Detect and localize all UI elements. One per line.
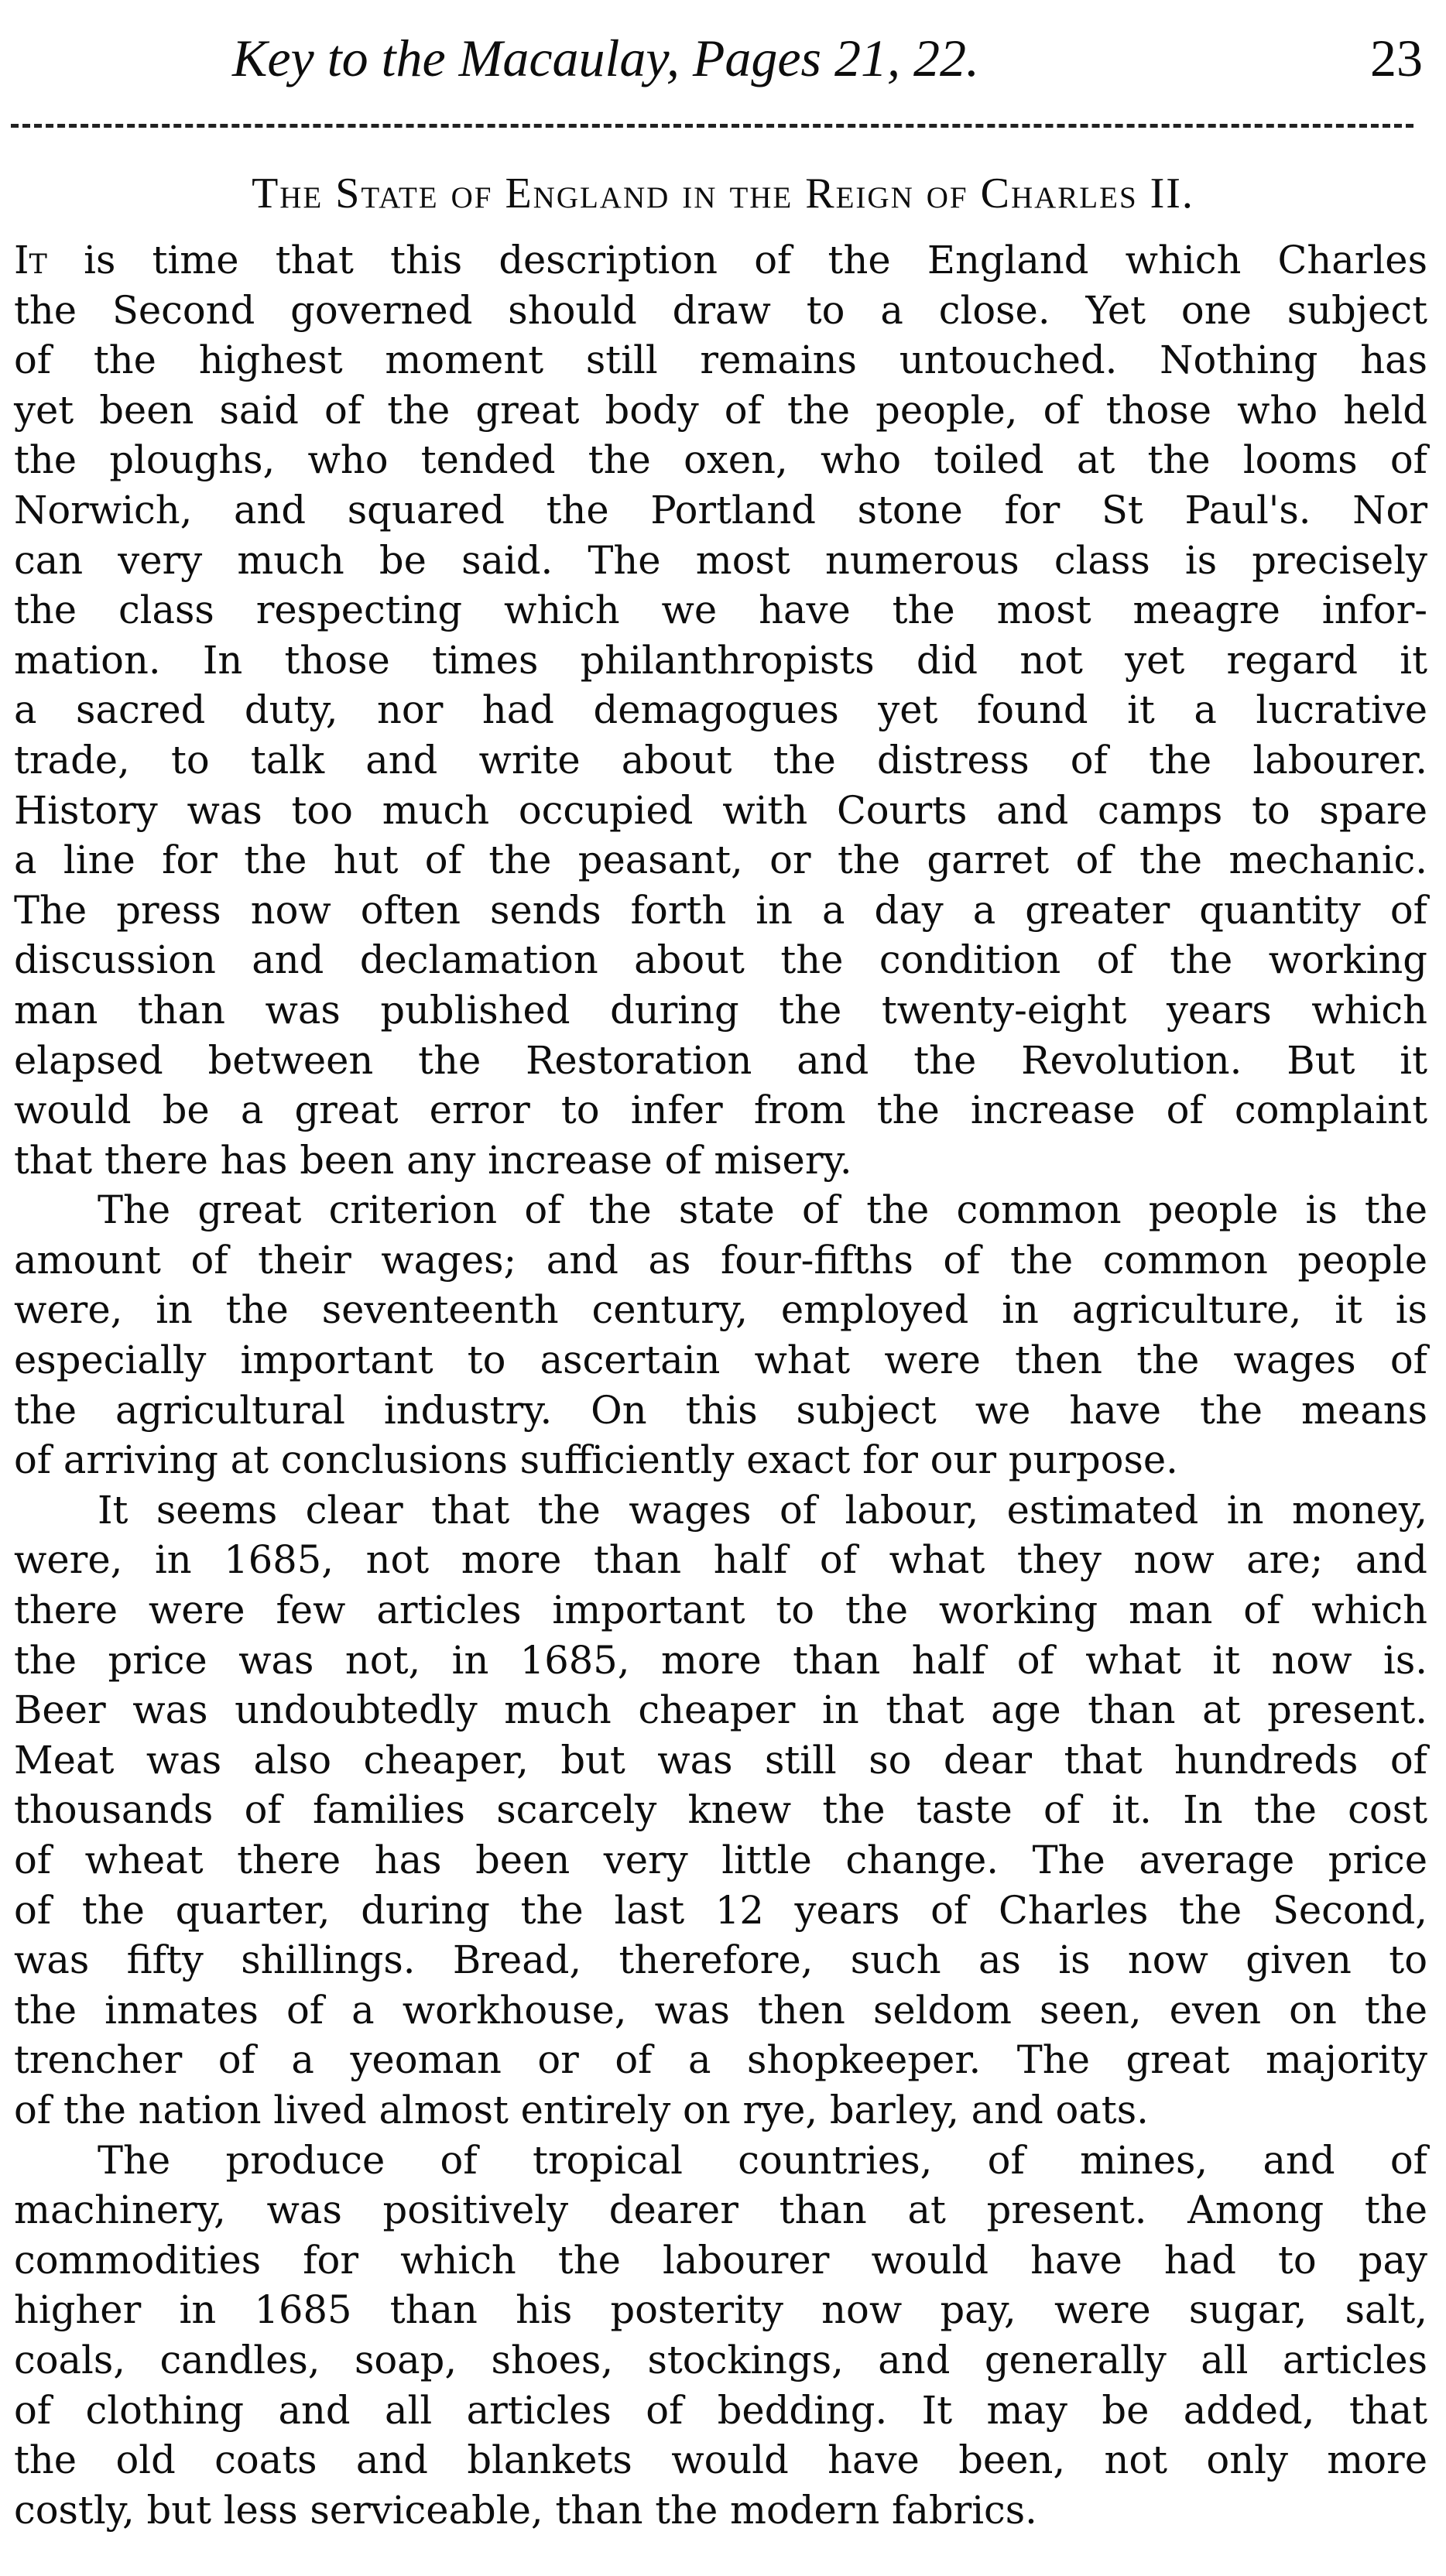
text-line: The great criterion of the state of the common people is the [98, 1187, 1427, 1233]
text-line: would be a great error to infer from the increase of complaint [14, 1088, 1427, 1133]
text-line: the agricultural industry. On this subject we have the means [14, 1387, 1427, 1433]
text-line: of wheat there has been very little change. The average price [14, 1838, 1427, 1882]
text-line: The press now often sends forth in a day a greater quantity of [14, 887, 1427, 933]
text-line: especially important to ascertain what were then the wages of [14, 1338, 1427, 1383]
text-line: yet been said of the great body of the people, of those who held [14, 387, 1427, 433]
text-line: trade, to talk and write about the distress of the labourer. [14, 737, 1427, 783]
paragraph [14, 235, 1427, 1185]
text-line: of the quarter, during the last 12 years of Charles the Second, [14, 1887, 1427, 1933]
text-line: of clothing and all articles of bedding. It may be added, that [14, 2387, 1427, 2433]
text-line: costly, but less serviceable, than the modern fabrics. [14, 2487, 1037, 2533]
text-line: Beer was undoubtedly much cheaper in that age than at present. [14, 1687, 1427, 1733]
page-number: 23 [1370, 29, 1423, 87]
paragraph [14, 2136, 1427, 2536]
text-line: coals, candles, soap, shoes, stockings, and generally all articles [14, 2337, 1427, 2382]
text-line: The produce of tropical countries, of mines, and of [98, 2137, 1427, 2183]
text-line: the old coats and blankets would have been, not only more [14, 2437, 1427, 2483]
text-line: amount of their wages; and as four-fifths of the common people [14, 1237, 1427, 1283]
text-line: History was too much occupied with Courts and camps to spare [14, 787, 1427, 833]
text-line: of the highest moment still remains untouched. Nothing has [14, 337, 1427, 383]
text-line: mation. In those times philanthropists did not yet regard it [14, 637, 1427, 683]
text-line: that there has been any increase of misery. [14, 1137, 852, 1183]
text-line: man than was published during the twenty-eight years which [14, 987, 1427, 1033]
text-line: were, in 1685, not more than half of what they now are; and [14, 1537, 1427, 1583]
text-line: thousands of families scarcely knew the taste of it. In the cost [14, 1787, 1427, 1833]
text-line: commodities for which the labourer would have had to pay [14, 2237, 1427, 2283]
text-line: discussion and declamation about the condition of the working [14, 937, 1427, 983]
text-line: of the nation lived almost entirely on rye, barley, and oats. [14, 2087, 1149, 2132]
text-line: machinery, was positively dearer than at present. Among the [14, 2187, 1427, 2233]
text-line: were, in the seventeenth century, employed in agriculture, it is [14, 1287, 1427, 1333]
text-line: the price was not, in 1685, more than half of what it now is. [14, 1637, 1427, 1683]
text-line: the Second governed should draw to a close. Yet one subject [14, 287, 1427, 333]
text-line: the inmates of a workhouse, was then seldom seen, even on the [14, 1987, 1427, 2033]
text-line: trencher of a yeoman or of a shopkeeper. The great majority [14, 2037, 1427, 2083]
text-line: a sacred duty, nor had demagogues yet found it a lucrative [14, 687, 1427, 733]
text-line: elapsed between the Restoration and the Revolution. But it [14, 1037, 1427, 1083]
text-line: a line for the hut of the peasant, or the garret of the mechanic. [14, 838, 1427, 883]
section-heading: The State of England in the Reign of Charles II. [252, 170, 1194, 218]
text-line: was fifty shillings. Bread, therefore, such as is now given to [14, 1937, 1427, 1983]
text-line: It is time that this description of the England which Charles [14, 238, 1427, 283]
text-line: can very much be said. The most numerous class is precisely [14, 537, 1427, 583]
paragraph [14, 1185, 1427, 1485]
text-line: Norwich, and squared the Portland stone for St Paul's. Nor [14, 487, 1427, 533]
paragraph [14, 1485, 1427, 2136]
running-title: Key to the Macaulay, Pages 21, 22. [232, 29, 980, 87]
header-rule [11, 124, 1413, 128]
text-line: It seems clear that the wages of labour, estimated in money, [98, 1487, 1427, 1533]
text-line: higher in 1685 than his posterity now pay, were sugar, salt, [14, 2287, 1427, 2333]
text-line: the ploughs, who tended the oxen, who toiled at the looms of [14, 437, 1427, 483]
text-line: of arriving at conclusions sufficiently exact for our purpose. [14, 1437, 1178, 1483]
text-line: Meat was also cheaper, but was still so dear that hundreds of [14, 1737, 1427, 1783]
running-head [0, 23, 1446, 93]
text-line: there were few articles important to the working man of which [14, 1588, 1427, 1633]
paragraph-lead-in: It [14, 238, 47, 283]
text-line: the class respecting which we have the most meagre infor- [14, 587, 1427, 633]
body-text [14, 235, 1427, 2535]
